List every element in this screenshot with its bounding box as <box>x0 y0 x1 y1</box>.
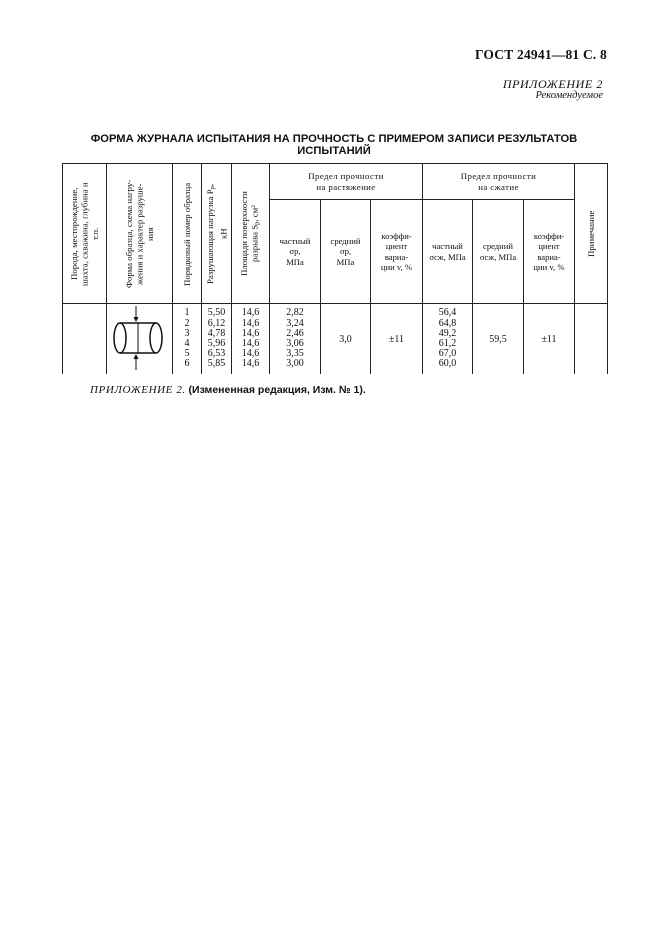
footer-amendment-text: (Измененная редакция, Изм. № 1). <box>188 384 366 396</box>
header-specimen-shape: Форма образца, схема нагру- жения и характер разруше- ния <box>107 164 173 304</box>
area-value: 14,6 <box>241 317 260 329</box>
area-value: 14,6 <box>241 338 260 349</box>
specimen-number: 1 <box>184 307 190 319</box>
header-tension-variation: коэффи- циент вариа- ции v, % <box>371 200 423 304</box>
document-id: ГОСТ 24941—81 С. 8 <box>474 47 607 62</box>
header-tensile-strength-group: Предел прочности на растяжение <box>270 164 423 200</box>
compression-partial-value: 61,2 <box>438 338 457 349</box>
tension-partial-value: 2,46 <box>286 327 304 339</box>
tension-partial-value: 3,00 <box>286 358 304 370</box>
title-line-2: ИСПЫТАНИЙ <box>297 145 371 157</box>
specimen-number: 4 <box>184 338 190 349</box>
load-value: 6,53 <box>207 348 226 360</box>
compression-partial-value: 49,2 <box>438 327 457 339</box>
tension-partial-value: 3,06 <box>286 338 304 349</box>
area-value: 14,6 <box>241 327 260 339</box>
appendix-number: ПРИЛОЖЕНИЕ 2 <box>502 77 603 91</box>
header-breaking-load: Разрушающая нагрузка $P_р$, кН <box>202 164 232 304</box>
header-note: Примечание <box>575 164 608 304</box>
load-value: 5,50 <box>207 307 226 319</box>
specimen-number: 6 <box>184 358 190 370</box>
header-specimen-number: Порядковый номер образца <box>173 164 202 304</box>
specimen-number: 5 <box>184 348 190 360</box>
strength-test-journal-table <box>62 163 608 374</box>
cell-tension-variation: ±11 <box>371 304 423 375</box>
tension-partial-value: 3,24 <box>286 317 304 329</box>
header-tension-partial: частный σр, МПа <box>270 200 321 304</box>
area-value: 14,6 <box>241 358 260 370</box>
cell-note <box>575 304 608 375</box>
cell-compression-variation: ±11 <box>524 304 575 375</box>
area-value: 14,6 <box>241 307 260 319</box>
cell-breaking-loads <box>202 304 232 375</box>
compression-partial-value: 67,0 <box>438 348 457 360</box>
tension-partial-value: 2,82 <box>286 307 304 319</box>
footer-appendix-ref: ПРИЛОЖЕНИЕ 2. <box>90 384 186 396</box>
header-compression-partial: частный σсж, МПа <box>423 200 473 304</box>
cell-compression-mean: 59,5 <box>473 304 524 375</box>
load-value: 5,96 <box>207 338 226 349</box>
area-value: 14,6 <box>241 348 260 360</box>
cell-rock <box>63 304 107 375</box>
load-value: 4,78 <box>207 327 226 339</box>
appendix-status: Рекомендуемое <box>535 90 603 101</box>
header-tension-mean: средний σр, МПа <box>321 200 371 304</box>
appendix-label <box>503 78 603 102</box>
cell-tension-mean: 3,0 <box>321 304 371 375</box>
specimen-number: 3 <box>184 327 190 339</box>
header-break-area: Площади поверхности разрыва $S_р$, см² <box>232 164 270 304</box>
cell-specimen-diagram <box>107 304 173 375</box>
cylinder-specimen-icon <box>108 304 172 372</box>
cell-compression-partials <box>423 304 473 375</box>
header-rock: Порода, месторождение, шахта, скважина, глубина и т.п. <box>63 164 107 304</box>
cell-break-areas <box>232 304 270 375</box>
header-compressive-strength-group: Предел прочности на сжатие <box>423 164 575 200</box>
load-value: 6,12 <box>207 317 226 329</box>
page-title <box>60 133 608 157</box>
cell-specimen-numbers <box>173 304 202 375</box>
cell-tension-partials <box>270 304 321 375</box>
compression-partial-value: 56,4 <box>438 307 457 319</box>
load-value: 5,85 <box>207 358 226 370</box>
compression-partial-value: 60,0 <box>438 358 457 370</box>
footer-amendment-note <box>90 384 366 396</box>
title-line-1: ФОРМА ЖУРНАЛА ИСПЫТАНИЯ НА ПРОЧНОСТЬ С ПРИМЕРОМ ЗАПИСИ РЕЗУЛЬТАТОВ <box>90 133 578 145</box>
tension-partial-value: 3,35 <box>286 348 304 360</box>
compression-partial-value: 64,8 <box>438 317 457 329</box>
header-compression-variation: коэффи- циент вариа- ции v, % <box>524 200 575 304</box>
header-compression-mean: средний σсж, МПа <box>473 200 524 304</box>
specimen-number: 2 <box>184 317 190 329</box>
